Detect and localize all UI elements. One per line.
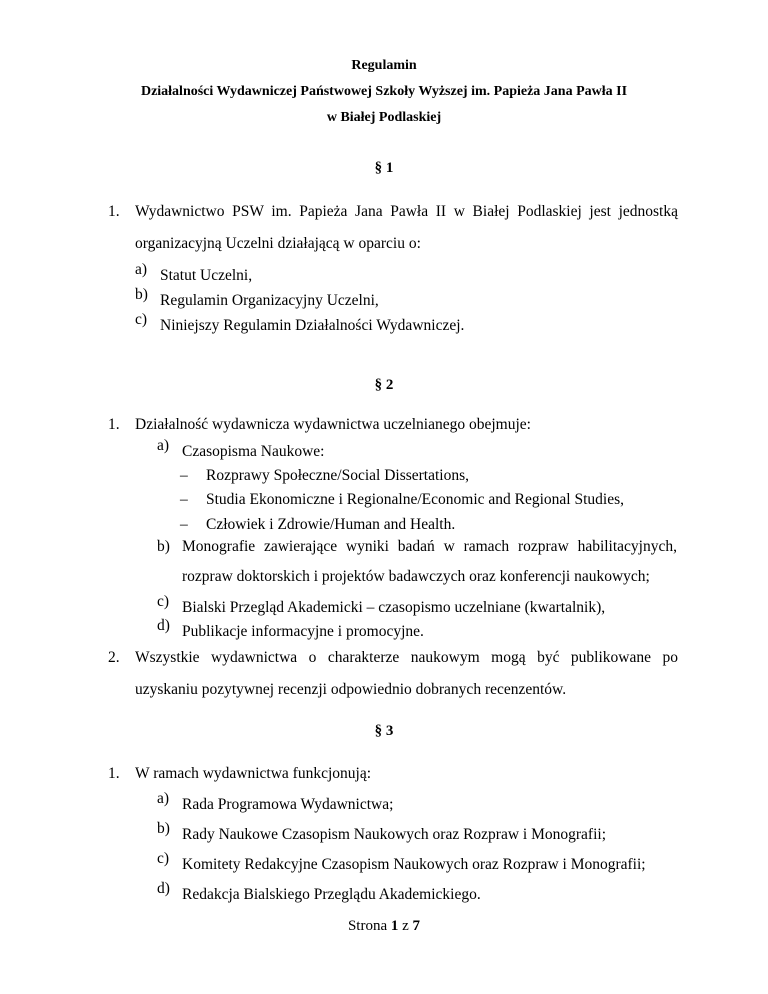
- s3-paragraph-1: [108, 758, 678, 790]
- s1-p1-line1: Wydawnictwo PSW im. Papieża Jana Pawła II w Białej Podlaskiej jest jednostką: [135, 203, 678, 220]
- list-label: c): [157, 850, 170, 867]
- list-text: Statut Uczelni,: [160, 267, 253, 284]
- s1-paragraph-1: [108, 196, 678, 260]
- journal-item: [180, 467, 469, 485]
- list-text: Regulamin Organizacyjny Uczelni,: [160, 292, 379, 309]
- list-text: Publikacje informacyjne i promocyjne.: [182, 623, 424, 640]
- list-label: a): [157, 437, 170, 454]
- list-text: Komitety Redakcyjne Czasopism Naukowych oraz Rozpraw i Monografii;: [182, 856, 646, 873]
- list-text: Czasopisma Naukowe:: [182, 443, 325, 460]
- list-label: a): [157, 790, 170, 807]
- s3-list-item: [157, 820, 677, 850]
- paragraph-number: 1.: [108, 765, 120, 782]
- paragraph-number: 1.: [108, 416, 120, 433]
- s3-list-item: [157, 790, 677, 820]
- footer-total-pages: 7: [412, 918, 421, 934]
- doc-title-line3: w Białej Podlaskiej: [326, 110, 442, 125]
- list-label: b): [157, 820, 170, 837]
- list-text: Redakcja Bialskiego Przeglądu Akademickiego.: [182, 886, 481, 903]
- dash-bullet: –: [180, 491, 188, 508]
- journal-title: Rozprawy Społeczne/Social Dissertations,: [206, 467, 470, 484]
- journal-item: [180, 491, 624, 509]
- list-label: d): [157, 617, 170, 634]
- list-label: b): [157, 538, 170, 555]
- section-3-heading: § 3: [374, 723, 394, 739]
- list-text: Niniejszy Regulamin Działalności Wydawniczej.: [160, 317, 465, 334]
- s2-p2-line2: uzyskaniu pozytywnej recenzji odpowiednio dobranych recenzentów.: [135, 681, 567, 698]
- paragraph-number: 2.: [108, 649, 120, 666]
- list-label: a): [135, 261, 148, 278]
- list-text: Bialski Przegląd Akademicki – czasopismo uczelniane (kwartalnik),: [182, 599, 606, 616]
- list-label: c): [157, 593, 170, 610]
- s2-list-item-b: [157, 532, 677, 592]
- s2-paragraph-2: [108, 642, 678, 706]
- list-label: b): [135, 286, 148, 303]
- s3-list-item: [157, 850, 697, 880]
- list-text-line1: Monografie zawierające wyniki badań w ramach rozpraw habilitacyjnych,: [182, 538, 677, 555]
- s2-p1-text: Działalność wydawnicza wydawnictwa uczelnianego obejmuje:: [135, 416, 531, 433]
- dash-bullet: –: [180, 516, 188, 533]
- paragraph-number: 1.: [108, 203, 120, 220]
- journal-title: Studia Ekonomiczne i Regionalne/Economic and Regional Studies,: [206, 491, 624, 508]
- section-2-heading: § 2: [374, 377, 394, 393]
- page-footer: [0, 918, 768, 935]
- footer-page-number: 1: [390, 918, 399, 934]
- list-text: Rady Naukowe Czasopism Naukowych oraz Rozpraw i Monografii;: [182, 826, 606, 843]
- list-label: d): [157, 880, 170, 897]
- s3-list-item: [157, 880, 677, 910]
- doc-title-line2: Działalności Wydawniczej Państwowej Szkoły Wyższej im. Papieża Jana Pawła II: [140, 84, 628, 99]
- footer-separator: z: [402, 918, 409, 934]
- s2-p2-line1: Wszystkie wydawnictwa o charakterze naukowym mogą być publikowane po: [135, 649, 678, 666]
- dash-bullet: –: [180, 467, 188, 484]
- s3-p1-text: W ramach wydawnictwa funkcjonują:: [135, 765, 372, 782]
- journal-title: Człowiek i Zdrowie/Human and Health.: [206, 516, 456, 533]
- doc-title-line1: Regulamin: [351, 58, 417, 73]
- list-text: Rada Programowa Wydawnictwa;: [182, 796, 394, 813]
- list-text-line2: rozpraw doktorskich i projektów badawczych oraz konferencji naukowych;: [182, 568, 650, 585]
- s1-p1-line2: organizacyjną Uczelni działającą w oparciu o:: [135, 235, 421, 252]
- s2-list-item-a: [157, 437, 677, 467]
- section-1-heading: § 1: [374, 160, 394, 176]
- footer-prefix: Strona: [347, 918, 388, 934]
- list-label: c): [135, 311, 148, 328]
- s1-list-item: [135, 311, 675, 341]
